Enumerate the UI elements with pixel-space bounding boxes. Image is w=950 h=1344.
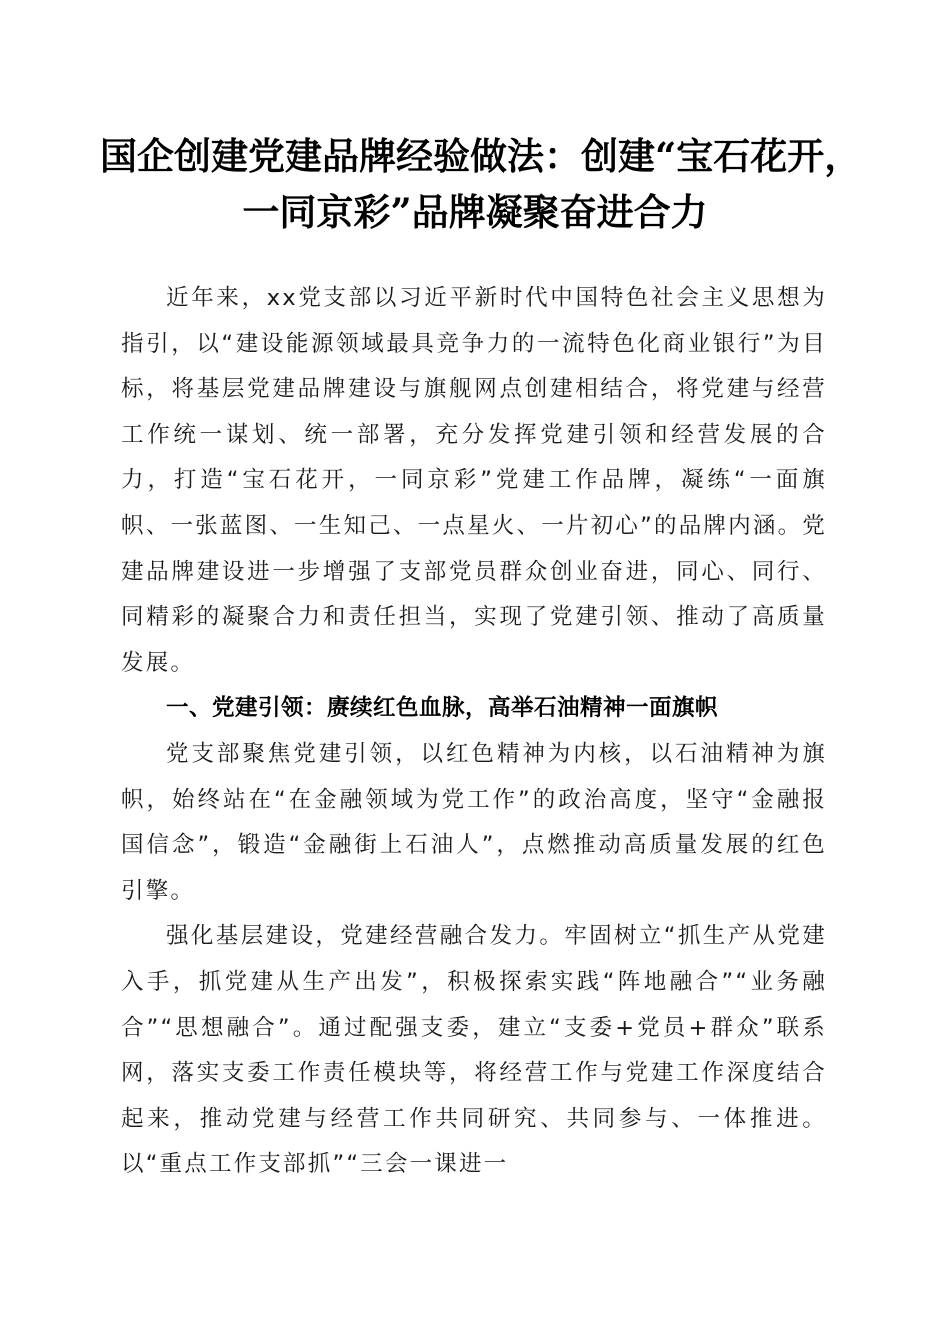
section-1-paragraph-1: 党支部聚焦党建引领，以红色精神为内核，以石油精神为旗帜，始终站在“在金融领域为党工作”的政治高度，坚守“金融报国信念”，锻造“金融街上石油人”，点燃推动高质量发展的红色引擎。 [121, 740, 827, 904]
document-body [121, 276, 827, 1188]
document-title [100, 128, 862, 240]
title-line-1: 国企创建党建品牌经验做法：创建“宝石花开， [100, 134, 862, 178]
intro-paragraph: 近年来，xx党支部以习近平新时代中国特色社会主义思想为指引，以“建设能源领域最具竞争力的一流特色化商业银行”为目标，将基层党建品牌建设与旗舰网点创建相结合，将党建与经营工作统一谋划、统一部署，充分发挥党建引领和经营发展的合力，打造“宝石花开，一同京彩”党建工作品牌，凝练“一面旗帜、一张蓝图、一生知己、一点星火、一片初心”的品牌内涵。党建品牌建设进一步增强了支部党员群众创业奋进，同心、同行、同精彩的凝聚合力和责任担当，实现了党建引领、推动了高质量发展。 [121, 285, 827, 676]
section-1-paragraph-2: 强化基层建设，党建经营融合发力。牢固树立“抓生产从党建入手，抓党建从生产出发”，积极探索实践“阵地融合”“业务融合”“思想融合”。通过配强支委，建立“支委+党员+群众”联系网，落实支委工作责任模块等，将经营工作与党建工作深度结合起来，推动党建与经营工作共同研究、共同参与、一体推进。以“重点工作支部抓”“三会一课进一 [121, 923, 827, 1178]
section-1-heading: 一、党建引领：赓续红色血脉，高举石油精神一面旗帜 [166, 695, 719, 722]
title-line-2: 一同京彩”品牌凝聚奋进合力 [242, 190, 708, 234]
